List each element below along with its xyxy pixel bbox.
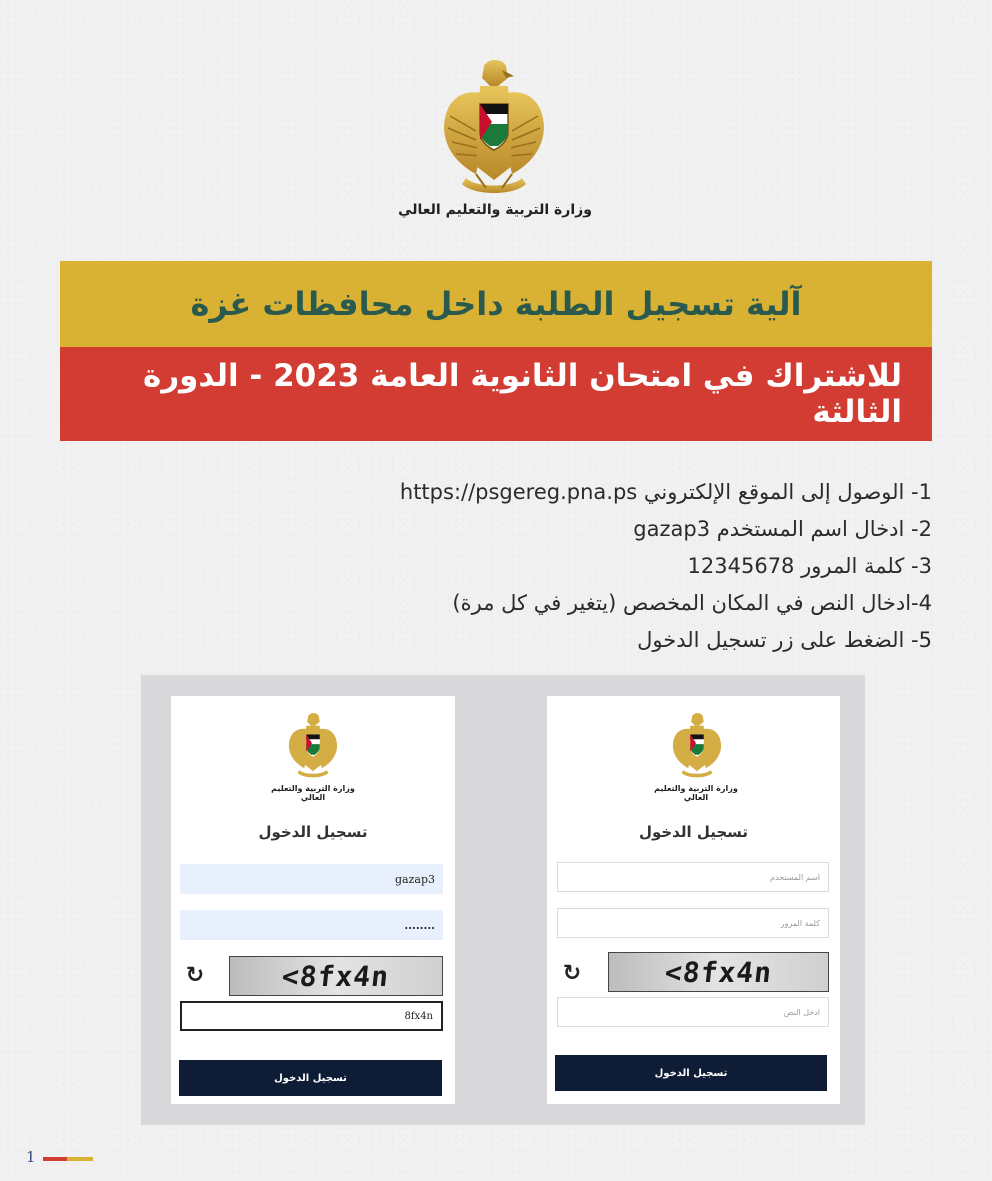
banner-subtitle: للاشتراك في امتحان الثانوية العامة 2023 - الدورة الثالثة (143, 358, 902, 430)
password-field[interactable]: ........ (180, 910, 443, 940)
mini-emblem-icon (669, 708, 725, 784)
login-card-filled (171, 696, 455, 1104)
mini-ministry-name: وزارة التربية والتعليم العالي (654, 784, 738, 802)
mini-emblem-icon (285, 708, 341, 784)
step-item: 3- كلمة المرور 12345678 (687, 554, 932, 578)
ministry-emblem-icon (436, 56, 552, 200)
page-divider-yellow (67, 1157, 93, 1161)
instructions-list (300, 474, 932, 659)
login-button[interactable]: تسجيل الدخول (555, 1055, 827, 1091)
step-item: 4-ادخال النص في المكان المخصص (يتغير في كل مرة) (452, 591, 932, 615)
captcha-image (608, 952, 829, 992)
page-number: 1 (26, 1148, 36, 1166)
captcha-image (229, 956, 443, 996)
step-item: 2- ادخال اسم المستخدم gazap3 (633, 517, 932, 541)
captcha-text: <8fx4n (280, 959, 392, 993)
step-item: 5- الضغط على زر تسجيل الدخول (637, 628, 932, 652)
password-field[interactable]: كلمة المرور (557, 908, 829, 938)
captcha-input[interactable]: 8fx4n (180, 1001, 443, 1031)
login-title: تسجيل الدخول (258, 823, 368, 841)
login-title: تسجيل الدخول (638, 823, 749, 841)
login-button[interactable]: تسجيل الدخول (179, 1060, 442, 1096)
username-field[interactable]: gazap3 (180, 864, 443, 894)
login-card-empty (547, 696, 840, 1104)
page-divider-red (43, 1157, 67, 1161)
step-item: 1- الوصول إلى الموقع الإلكتروني https://psgereg.pna.ps (399, 480, 932, 504)
username-field[interactable]: اسم المستخدم (557, 862, 829, 892)
mini-ministry-name: وزارة التربية والتعليم العالي (271, 784, 355, 802)
refresh-icon[interactable]: ↻ (562, 961, 582, 986)
refresh-icon[interactable]: ↻ (185, 963, 205, 988)
banner-title: آلية تسجيل الطلبة داخل محافظات غزة (190, 285, 802, 323)
title-banner (60, 261, 932, 347)
captcha-text: <8fx4n (663, 955, 774, 989)
subtitle-banner (60, 347, 932, 441)
ministry-name: وزارة التربية والتعليم العالي (398, 202, 592, 218)
captcha-input[interactable]: ادخل النص (557, 997, 829, 1027)
